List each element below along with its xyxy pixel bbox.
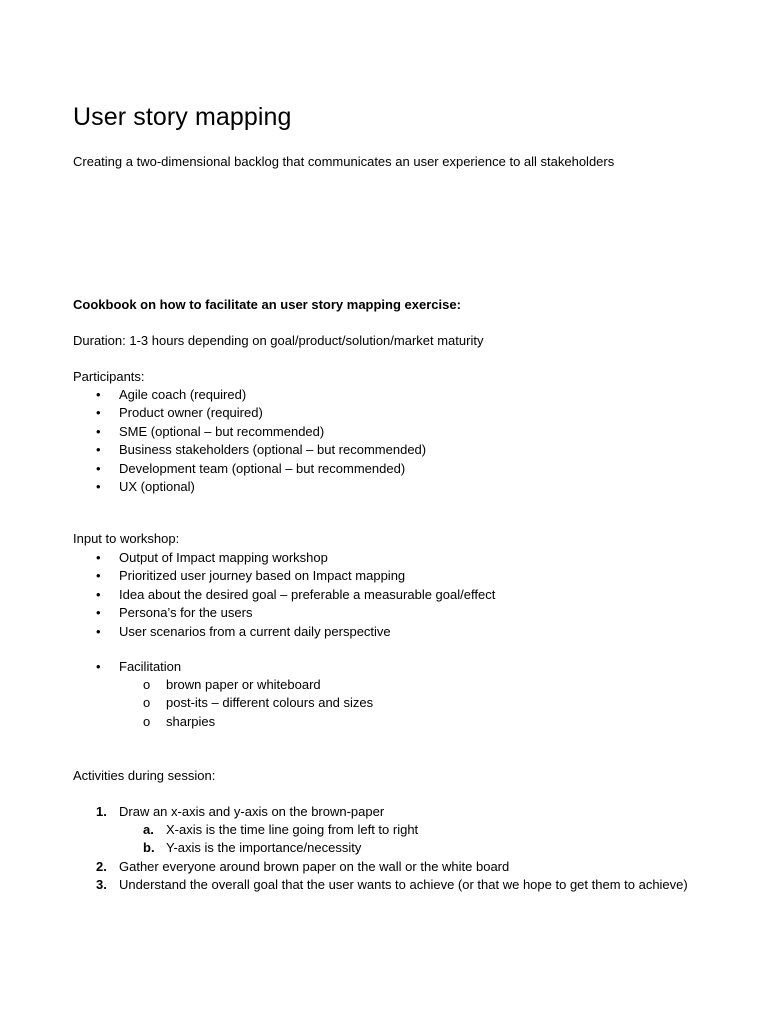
activity-substep bbox=[0, 839, 719, 857]
page-subtitle: Creating a two-dimensional backlog that communicates an user experience to all stakeholders bbox=[73, 154, 615, 169]
bullet-icon: • bbox=[96, 659, 101, 674]
step-number: 3. bbox=[96, 876, 107, 892]
bullet-icon: • bbox=[96, 442, 101, 458]
substep-text: Y-axis is the importance/necessity bbox=[166, 840, 362, 856]
duration-text: Duration: 1-3 hours depending on goal/product/solution/market maturity bbox=[73, 333, 484, 348]
circle-bullet-icon: o bbox=[143, 677, 151, 692]
bullet-icon: • bbox=[96, 605, 101, 621]
list-item-text: Idea about the desired goal – preferable a measurable goal/effect bbox=[119, 586, 496, 602]
bullet-icon: • bbox=[96, 550, 101, 565]
step-number: 2. bbox=[96, 858, 107, 874]
bullet-icon: • bbox=[96, 423, 101, 439]
list-item-text: Persona’s for the users bbox=[119, 605, 253, 621]
list-item-text: Development team (optional – but recommended) bbox=[119, 460, 406, 476]
activity-step bbox=[0, 876, 719, 894]
bullet-icon: • bbox=[96, 460, 101, 476]
activities-heading: Activities during session: bbox=[73, 768, 216, 783]
step-text: Draw an x-axis and y-axis on the brown-paper bbox=[119, 804, 385, 819]
bullet-icon: • bbox=[96, 405, 101, 421]
step-text: Understand the overall goal that the user wants to achieve (or that we hope to get them to achieve) bbox=[119, 876, 688, 892]
circle-bullet-icon: o bbox=[143, 695, 151, 711]
step-text: Gather everyone around brown paper on the wall or the white board bbox=[119, 858, 510, 874]
circle-bullet-icon: o bbox=[143, 713, 151, 729]
bullet-icon: • bbox=[96, 586, 101, 602]
substep-letter: b. bbox=[143, 840, 155, 856]
substep-text: X-axis is the time line going from left to right bbox=[166, 822, 419, 838]
list-item-text: Output of Impact mapping workshop bbox=[119, 550, 328, 565]
sub-list-item-text: brown paper or whiteboard bbox=[166, 677, 321, 692]
input-heading: Input to workshop: bbox=[73, 531, 180, 546]
bullet-icon: • bbox=[96, 387, 101, 402]
list-item-text: Product owner (required) bbox=[119, 405, 263, 421]
activities-list bbox=[0, 803, 719, 894]
activity-step bbox=[0, 803, 719, 821]
bullet-icon: • bbox=[96, 478, 101, 494]
cookbook-heading: Cookbook on how to facilitate an user story mapping exercise: bbox=[73, 297, 461, 312]
page-title: User story mapping bbox=[73, 103, 292, 131]
activity-step bbox=[0, 858, 719, 876]
list-item-text: Agile coach (required) bbox=[119, 387, 247, 402]
list-item-text: UX (optional) bbox=[119, 478, 195, 494]
activity-substep bbox=[0, 821, 719, 839]
list-item-text: User scenarios from a current daily perspective bbox=[119, 623, 391, 639]
bullet-icon: • bbox=[96, 623, 101, 639]
bullet-icon: • bbox=[96, 568, 101, 584]
facilitation-label: Facilitation bbox=[119, 659, 182, 674]
substep-letter: a. bbox=[143, 822, 154, 838]
sub-list-item-text: sharpies bbox=[166, 713, 216, 729]
list-item-text: Prioritized user journey based on Impact mapping bbox=[119, 568, 406, 584]
sub-list-item-text: post-its – different colours and sizes bbox=[166, 695, 374, 711]
participants-heading: Participants: bbox=[73, 369, 145, 384]
list-item-text: Business stakeholders (optional – but recommended) bbox=[119, 442, 427, 458]
step-number: 1. bbox=[96, 804, 107, 819]
list-item-text: SME (optional – but recommended) bbox=[119, 423, 325, 439]
